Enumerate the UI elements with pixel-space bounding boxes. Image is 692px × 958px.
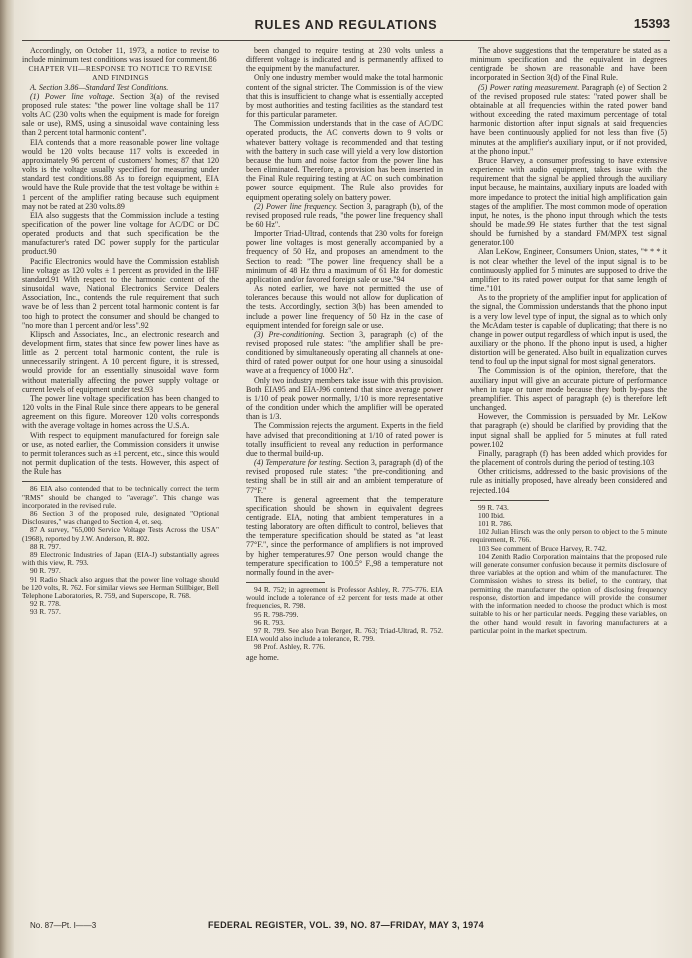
text-column-3 — [470, 46, 667, 904]
subsection-paragraph — [22, 92, 219, 138]
subsection-title: (5) Power rating measurement. — [478, 82, 580, 92]
footnote: 89 Electronic Industries of Japan (EIA-J) substantially agrees with this view, R. 793. — [22, 549, 219, 568]
body-paragraph: EIA also suggests that the Commission include a testing specification of the power line voltage for AC/DC or DC operated products and that such specification be the manufacturer's rated DC power supply for the particular product.90 — [22, 210, 219, 257]
footnote: 88 R. 797. — [30, 541, 61, 551]
header-rule — [22, 40, 670, 41]
text-column-2 — [246, 46, 443, 904]
footnote: 86 Section 3 of the proposed rule, designated "Optional Disclosures," was changed to Section 4, et. seq. — [22, 508, 219, 527]
body-paragraph: The Commission understands that in the case of AC/DC operated products, the AC converts down to 9 volts or whatever battery voltage is recommended and that testing with the battery in such case will yield a very low distortion because the hum and noise factor from the power line has been eliminated. Therefore, a provision has been inserted in the Final Rule requiring testing at AC on such combination power source equipment. The Rule also provides for equipment operating solely on battery power. — [246, 119, 443, 202]
footnotes — [246, 586, 443, 662]
text-column-1 — [22, 46, 219, 904]
body-paragraph: With respect to equipment manufactured for foreign sale or use, as noted earlier, the Commission considers it unwise to permit tolerances such as ±1 percent, etc., since this would not permit duplication of the tests. However, this aspect of the Rule has — [22, 430, 219, 477]
footnote-separator — [470, 500, 549, 501]
body-paragraph: been changed to require testing at 230 volts unless a different voltage is indicated and is permanently affixed to the equipment by the manufacturer. — [246, 46, 443, 74]
page-binding-shadow — [0, 0, 14, 958]
body-paragraph: The Commission is of the opinion, therefore, that the auxiliary input will give an accurate picture of performance when in tape or tuner mode because they both by-pass the preamplifier. This aspect of paragraph (e) is therefore left unchanged. — [470, 366, 667, 413]
body-paragraph: As noted earlier, we have not permitted the use of tolerances because this would not allow for duplication of the tests. Accordingly, section 3(b) has been amended to include a power line frequency of 50 Hz in the case of equipment intended for foreign sale or use. — [246, 284, 443, 330]
footnote: 97 R. 799. See also Ivan Berger, R. 763; Triad-Ultrad, R. 752. EIA would also include a tolerance, R. 799. — [246, 626, 443, 644]
subsection-text: Section 3, paragraph (b), of the revised proposed rule reads, "the power line frequency shall be 60 Hz". — [246, 201, 443, 229]
subsection-title: (2) Power line frequency. — [254, 201, 338, 211]
body-paragraph: Only two industry members take issue with this provision. Both EIA95 and EIA-J96 contend that since average power is 1/10 of peak power normally, 1/10 is more representative of the condition under which the amplifier will be operated than is 1/3. — [246, 375, 443, 422]
body-paragraph: EIA contends that a more reasonable power line voltage would be 120 volts because 117 volts is exceeded in approximately 96 percent of customers' homes; 87 that 120 volts is the voltage usually specified for measuring under standard test conditions.88 As to foreign equipment, EIA would have the Rule provide that the test voltage be within ± 1 percent of the amplifier rating because such equipment may not be rated at 230 volts.89 — [22, 137, 219, 211]
body-paragraph: Importer Triad-Ultrad, contends that 230 volts for foreign power line voltages is most generally accompanied by a frequency of 50 Hz, and proposes an amendment to the Section to read: "The power line frequency shall be a minimum of 48 Hz thru a maximum of 61 Hz for domestic application and/or favored foreign sale or use."94 — [246, 229, 443, 284]
footnotes — [470, 504, 667, 635]
body-paragraph: The Commission rejects the argument. Experts in the field have advised that preconditioning at 1/10 of rated power is totally insufficient to reveal any reduction in performance due to thermal build-up. — [246, 421, 443, 458]
footnote: 100 Ibid. — [478, 510, 505, 520]
footnote: 87 A survey, "65,000 Service Voltage Tests Across the USA" (1968), reported by J.W. Anderson, R. 802. — [22, 525, 219, 543]
page-header — [22, 14, 670, 40]
footer-issue-number: No. 87—Pt. I——3 — [30, 921, 97, 930]
footnote: 91 Radio Shack also argues that the power line voltage should be 120 volts, R. 762. For similar views see Herman Stillbiger, Bell Telephone Laboratories, R. 759, and Superscope, R. 768. — [22, 574, 219, 600]
subsection-paragraph — [246, 202, 443, 229]
body-paragraph-continuation: age home. — [246, 652, 279, 662]
subsection-title: (4) Temperature for testing. — [254, 458, 343, 468]
footnote: 93 R. 757. — [30, 607, 61, 617]
subsection-text: Paragraph (e) of Section 2 of the revised proposed rule states: "rated power shall be obtainable at all frequencies within the rated power band without exceeding the rated maximum percentage of total harmonic distortion after input signals at said frequencies have been continuously applied for not less than five (5) minutes at the amplifier's auxiliary input, or if not provided, at the phono input." — [470, 82, 667, 156]
body-paragraph: Accordingly, on October 11, 1973, a notice to revise to include minimum test conditions was issued for comment.86 — [22, 46, 219, 65]
footer-citation: FEDERAL REGISTER, VOL. 39, NO. 87—FRIDAY, MAY 3, 1974 — [208, 920, 484, 930]
footnote: 94 R. 752; in agreement is Professor Ashley, R. 775-776. EIA would include a tolerance of ±2 percent for tests made at other frequencies, R. 798. — [246, 585, 443, 611]
body-paragraph: The power line voltage specification has been changed to 120 volts in the Final Rule since there appears to be general agreement on this figure. Moreover 120 volts corresponds with the average voltage in homes across the U.S.A. — [22, 393, 219, 431]
body-paragraph: However, the Commission is persuaded by Mr. LeKow that paragraph (e) should be clarified by providing that the input signal shall be applied for 5 minutes at full rated power.102 — [470, 412, 667, 449]
page-footer — [22, 918, 670, 934]
subsection-text: Section 3, paragraph (c) of the revised proposed rule states: "the amplifier shall be pre-conditioned by simultaneously operating all channels at one-third of rated power output for one hour using a sinusoidal wave at a frequency of 1000 Hz". — [246, 329, 443, 376]
subsection-paragraph — [246, 330, 443, 376]
footnote: 92 R. 778. — [30, 599, 61, 609]
body-paragraph: There is general agreement that the temperature specification should be shown in equivalent degrees centigrade. EIA, noting that ambient temperatures in a testing laboratory are often difficult to control, believes that the temperature specification should be stated as "at least 77°F.", since the performance of amplifiers is not improved by higher temperatures.97 One person would change the temperature specification to 100.5° F.,98 a temperature not normally found in the aver- — [246, 494, 443, 577]
subsection-paragraph — [22, 83, 219, 92]
page-number: 15393 — [633, 16, 670, 31]
footnote: 98 Prof. Ashley, R. 776. — [254, 642, 325, 652]
page-header-title: RULES AND REGULATIONS — [254, 18, 438, 32]
subsection-text: Section 3(a) of the revised proposed rule states: "the power line voltage shall be 117 volts AC (230 volts when the equipment is made for foreign sale or use), RMS, using a sinusoidal wave containing less than 2 percent total harmonic content". — [22, 91, 219, 138]
footnote-separator — [22, 481, 101, 482]
footnotes — [22, 485, 219, 616]
subsection-title: (1) Power line voltage. — [30, 91, 115, 101]
subsection-title: (3) Pre-conditioning. — [254, 329, 325, 339]
body-paragraph: Alan LeKow, Engineer, Consumers Union, states, "* * * it is not clear whether the level of the input signal is to be continuously applied for 5 minutes are supposed to drive the amplifier to its rated power output for that same length of time."101 — [470, 247, 667, 294]
footnote: 104 Zenith Radio Corporation maintains that the proposed rule will generate consumer confusion because it permits disclosure of three variables at the option and whim of the manufacturer. The Commission wishes to stress its belief, to the contrary, that permitting the manufacturer the option of disclosing frequency response, distortion and impedance will provide the consumer with the information needed to choose the product which is most suitable to his or her particular needs. Pegging these variables, on the other hand would result in favoring manufacturers at a particular point in the market spectrum. — [470, 551, 667, 635]
subsection-title: A. Section 3.86—Standard Test Conditions. — [30, 82, 169, 92]
footnote: 96 R. 793. — [254, 617, 285, 627]
body-paragraph: As to the propriety of the amplifier input for application of the signal, the Commission understands that the phono input is a very low level type of input, the signal as to which only the McAdam tester is capable of duplicating; that there is no change in power output regardless of which input is used, the auxiliary or the phono. If the phono input is used, a higher distortion will be generated. Also built in equalization curves tend to foul up the input signal for most signal generators. — [470, 293, 667, 367]
subsection-text: Section 3, paragraph (d) of the revised proposed rule states: "the pre-conditioning and testing shall be in still air and an ambient temperature of 77°F." — [246, 458, 443, 495]
footnote: 99 R. 743. — [478, 502, 509, 512]
body-paragraph: Klipsch and Associates, Inc., an electronic research and development firm, states that since few power lines have as little as 2 percent total harmonic content, the rule is unnecessarily stringent. A 10 percent figure, it is stressed, would provide for an essentially sinusoidal wave form without materially affecting the power supply voltage or current levels of equipment under test.93 — [22, 329, 219, 394]
body-paragraph: Other criticisms, addressed to the basic provisions of the rule as initially proposed, have already been considered and rejected.104 — [470, 467, 667, 495]
footnote: 95 R. 798-799. — [254, 609, 299, 619]
section-heading: CHAPTER VII—RESPONSE TO NOTICE TO REVISE AND FINDINGS — [28, 64, 213, 83]
footnote-separator — [246, 582, 325, 583]
body-paragraph: Pacific Electronics would have the Commission establish line voltage as 120 volts ± 1 percent as provided in the IHF standard.91 With respect to the harmonic content of the sinusoidal wave, National Electronics Service Dealers Association, Inc., contends the rule requirement that such wave be of less than 2 percent total harmonic content is far too high to protect the consumer and should be changed to "no more than 1 percent and/or less".92 — [22, 256, 219, 330]
footnote: 101 R. 786. — [478, 519, 513, 529]
footnote: 90 R. 797. — [30, 566, 61, 576]
footnote: 103 See comment of Bruce Harvey, R. 742. — [478, 543, 607, 553]
footnote: 102 Julian Hirsch was the only person to object to the 5 minute requirement, R. 766. — [470, 527, 667, 545]
body-paragraph: Finally, paragraph (f) has been added which provides for the placement of controls during the period of testing.103 — [470, 448, 667, 468]
body-paragraph: Only one industry member would make the total harmonic content of the signal stricter. The Commission is of the view that this is insufficient to change what is essentially accepted by most authorities and testing facilities as the standard test for this particular parameter. — [246, 73, 443, 120]
body-paragraph: The above suggestions that the temperature be stated as a minimum specification and the equivalent in degrees centigrade be shown are reasonable and have been incorporated in Section 3(d) of the Final Rule. — [470, 46, 667, 83]
footnote: 86 EIA also contended that to be technically correct the term "RMS" should be changed to "average". This change was incorporated in the revised rule. — [22, 484, 219, 510]
subsection-paragraph — [470, 83, 667, 156]
body-paragraph: Bruce Harvey, a consumer professing to have extensive experience with audio equipment, takes issue with the requirement that the signal be applied through the auxiliary input because, he maintains, auxiliary inputs are loaded with more impedance to protect the initial high amplification gain stages of the amplifier. The most common mode of operation input, he notes, is the phono input through which the tests should be made.99 He states further that the test signal should be furnished by a standard FM/MPX test signal generator.100 — [470, 155, 667, 248]
subsection-paragraph — [246, 458, 443, 495]
